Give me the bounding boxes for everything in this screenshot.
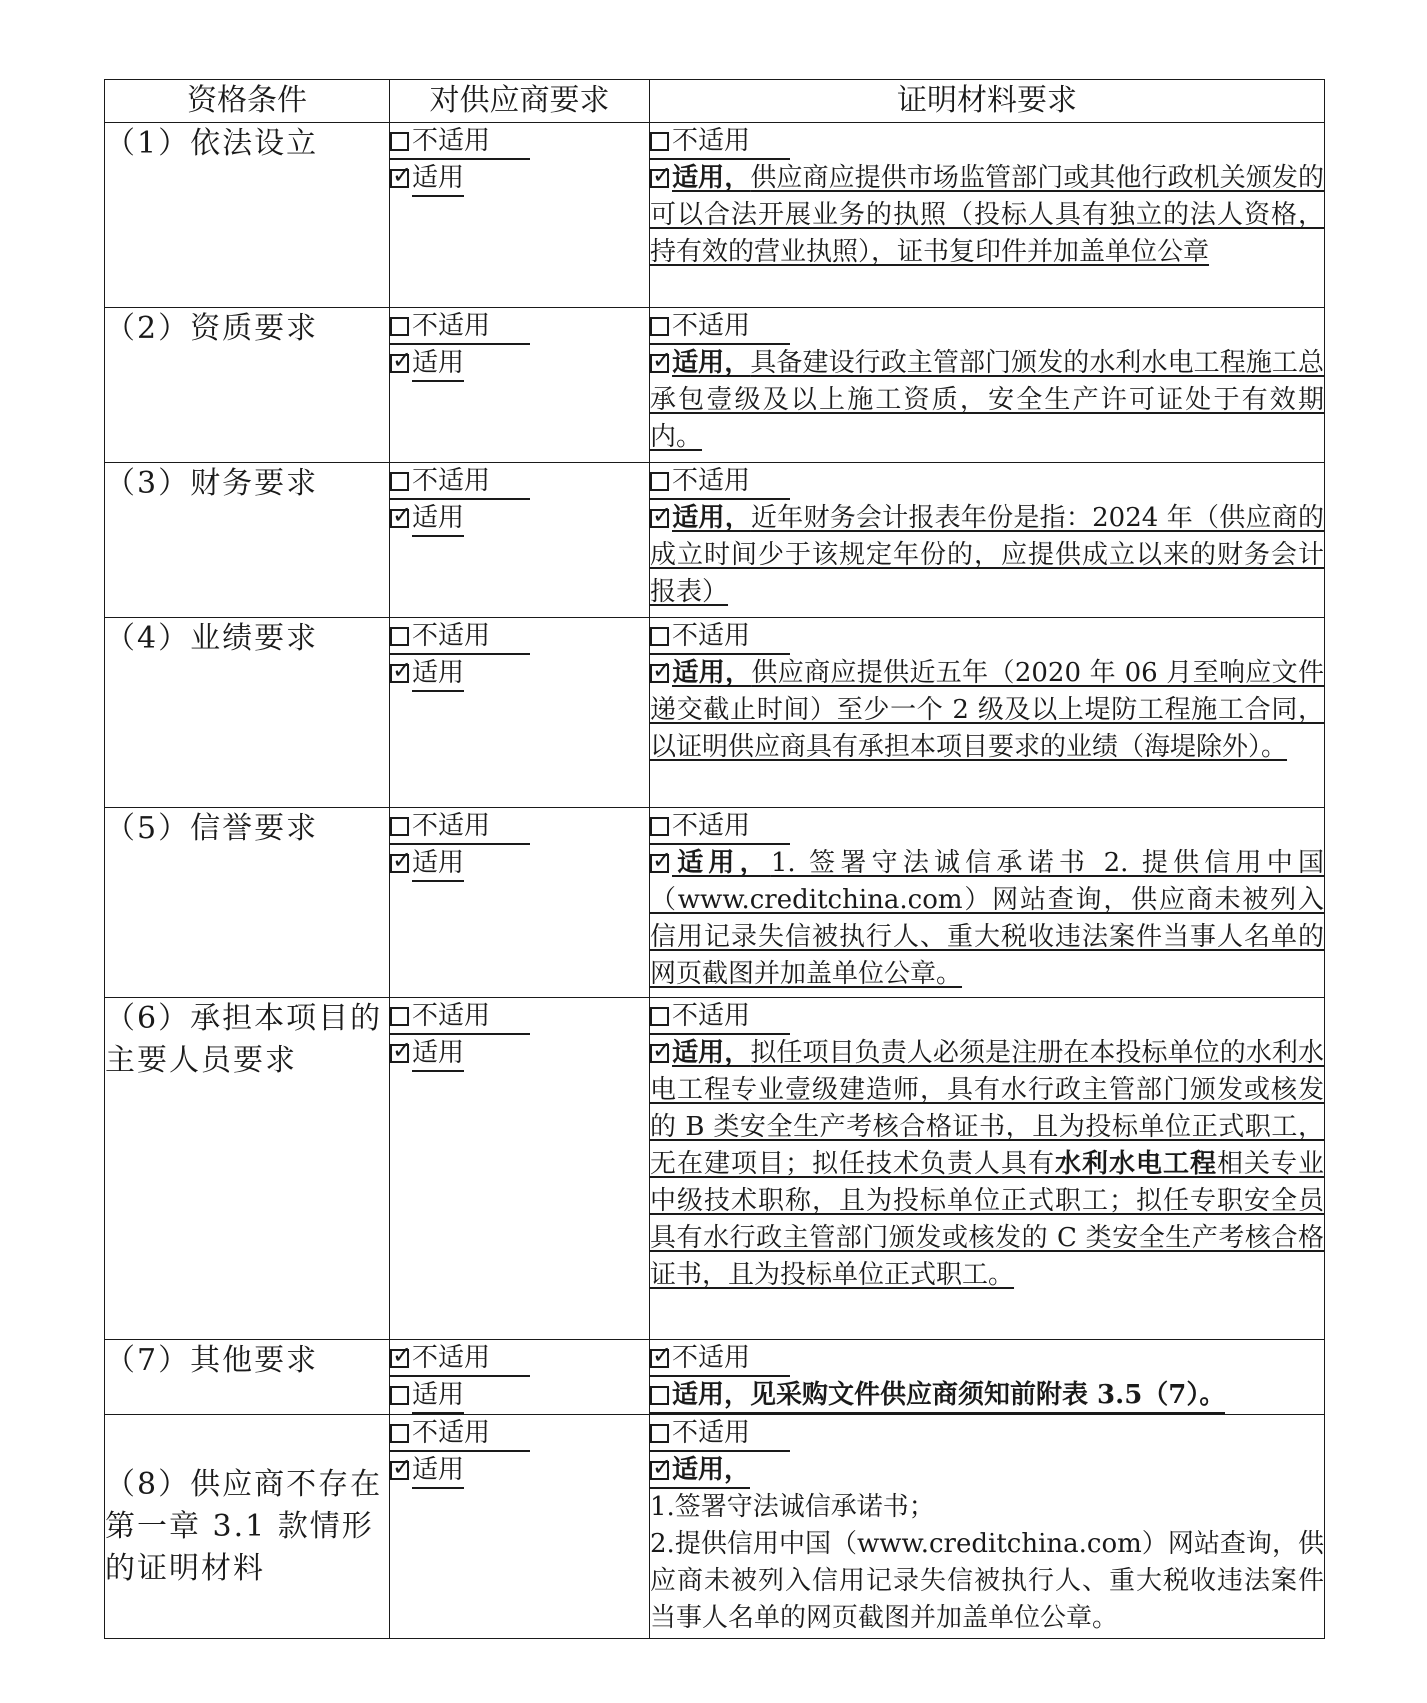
evidence-text: 供应商应提供市场监管部门或其他行政机关颁发的可以合法开展业务的执照（投标人具有独立的法人资格，持有效的营业执照），证书复印件并加盖单位公章 — [650, 163, 1324, 267]
checkbox-applicable[interactable] — [650, 509, 669, 528]
qualification-table — [104, 79, 1325, 1639]
table-row — [105, 1340, 1325, 1415]
checkbox-applicable[interactable] — [650, 1461, 669, 1480]
evidence-text: 近年财务会计报表年份是指：2024 年（供应商的成立时间少于该规定年份的，应提供成立以来的财务会计报表） — [650, 503, 1324, 607]
checkbox-not-applicable[interactable] — [650, 1424, 669, 1443]
evidence-text: 拟任项目负责人必须是注册在本投标单位的水利水电工程专业壹级建造师，具有水行政主管部门颁发或核发的 B 类安全生产考核合格证书，且为投标单位正式职工，无在建项目；拟任技术负责人具有 — [650, 1038, 1324, 1179]
requirement-cell: 不适用 ✓适用 — [390, 308, 650, 463]
evidence-cell: 不适用 ✓适用， 1.签署守法诚信承诺书； 2.提供信用中国（www.creditchina.com）网站查询，供应商未被列入信用记录失信被执行人、重大税收违法案件当事人名单的网页截图并加盖单位公章。 — [650, 1415, 1325, 1639]
evidence-cell: 不适用 ✓适用，供应商应提供市场监管部门或其他行政机关颁发的可以合法开展业务的执照（投标人具有独立的法人资格，持有效的营业执照），证书复印件并加盖单位公章 — [650, 123, 1325, 308]
evidence-cell: 不适用 ✓适用，近年财务会计报表年份是指：2024 年（供应商的成立时间少于该规定年份的，应提供成立以来的财务会计报表） — [650, 463, 1325, 618]
condition-cell: （2）资质要求 — [105, 308, 390, 463]
checkbox-applicable[interactable] — [390, 1386, 409, 1405]
requirement-cell: 不适用 ✓适用 — [390, 1415, 650, 1639]
checkbox-not-applicable[interactable] — [390, 472, 409, 491]
evidence-cell: 不适用 ✓适用，拟任项目负责人必须是注册在本投标单位的水利水电工程专业壹级建造师，具有水行政主管部门颁发或核发的 B 类安全生产考核合格证书，且为投标单位正式职工，无在建项目；拟任技术负责人具有水利水电工程相关专业中级技术职称，且为投标单位正式职工；拟任专职安全员具有水行政主管部门颁发或核发的 C 类安全生产考核合格证书，且为投标单位正式职工。 — [650, 998, 1325, 1340]
table-row — [105, 998, 1325, 1340]
checkbox-applicable[interactable] — [390, 854, 409, 873]
evidence-text: 供应商应提供近五年（2020 年 06 月至响应文件递交截止时间）至少一个 2 级及以上堤防工程施工合同，以证明供应商具有承担本项目要求的业绩（海堤除外）。 — [650, 658, 1324, 762]
checkbox-not-applicable[interactable] — [390, 627, 409, 646]
header-supplier-requirement: 对供应商要求 — [390, 80, 650, 123]
checkbox-applicable[interactable] — [650, 354, 669, 373]
checkbox-not-applicable[interactable] — [390, 817, 409, 836]
table-row — [105, 463, 1325, 618]
evidence-text: 具备建设行政主管部门颁发的水利水电工程施工总承包壹级及以上施工资质，安全生产许可证处于有效期内。 — [650, 348, 1324, 452]
condition-cell: （8）供应商不存在第一章 3.1 款情形的证明材料 — [105, 1415, 390, 1639]
checkbox-applicable[interactable] — [650, 1386, 669, 1405]
checkbox-not-applicable[interactable] — [390, 132, 409, 151]
header-qualification: 资格条件 — [105, 80, 390, 123]
checkbox-applicable[interactable] — [390, 169, 409, 188]
requirement-cell: 不适用 ✓适用 — [390, 808, 650, 998]
checkbox-applicable[interactable] — [390, 354, 409, 373]
table-row — [105, 308, 1325, 463]
table-header-row — [105, 80, 1325, 123]
requirement-cell: 不适用 ✓适用 — [390, 998, 650, 1340]
condition-cell: （6）承担本项目的主要人员要求 — [105, 998, 390, 1340]
requirement-cell: 不适用 ✓适用 — [390, 123, 650, 308]
checkbox-not-applicable[interactable] — [650, 132, 669, 151]
checkbox-applicable[interactable] — [390, 664, 409, 683]
checkbox-not-applicable[interactable] — [390, 1424, 409, 1443]
checkbox-applicable[interactable] — [390, 1461, 409, 1480]
table-row — [105, 1415, 1325, 1639]
checkbox-not-applicable[interactable] — [390, 1007, 409, 1026]
requirement-cell: ✓ 不适用 适用 — [390, 1340, 650, 1415]
condition-cell: （3）财务要求 — [105, 463, 390, 618]
checkbox-not-applicable[interactable] — [390, 1349, 409, 1368]
evidence-text: 相关专业中级技术职称，且为投标单位正式职工；拟任专职安全员具有水行政主管部门颁发或核发的 C 类安全生产考核合格证书，且为投标单位正式职工。 — [650, 1149, 1324, 1290]
checkbox-not-applicable[interactable] — [650, 317, 669, 336]
checkbox-not-applicable[interactable] — [650, 472, 669, 491]
checkbox-not-applicable[interactable] — [650, 1349, 669, 1368]
checkbox-not-applicable[interactable] — [650, 817, 669, 836]
evidence-text: 1. 签署守法诚信承诺书 2. 提供信用中国（www.creditchina.com）网站查询，供应商未被列入信用记录失信被执行人、重大税收违法案件当事人名单的网页截图并加盖单位公章。 — [650, 848, 1324, 989]
checkbox-applicable[interactable] — [650, 1044, 669, 1063]
checkbox-not-applicable[interactable] — [650, 1007, 669, 1026]
table-row — [105, 123, 1325, 308]
checkbox-applicable[interactable] — [390, 1044, 409, 1063]
checkbox-applicable[interactable] — [650, 169, 669, 188]
table-row — [105, 808, 1325, 998]
checkbox-applicable[interactable] — [390, 509, 409, 528]
condition-cell: （5）信誉要求 — [105, 808, 390, 998]
evidence-cell: 不适用 ✓适用，具备建设行政主管部门颁发的水利水电工程施工总承包壹级及以上施工资质，安全生产许可证处于有效期内。 — [650, 308, 1325, 463]
condition-cell: （4）业绩要求 — [105, 618, 390, 808]
requirement-cell: 不适用 ✓适用 — [390, 463, 650, 618]
evidence-item: 2.提供信用中国（www.creditchina.com）网站查询，供应商未被列入信用记录失信被执行人、重大税收违法案件当事人名单的网页截图并加盖单位公章。 — [650, 1529, 1324, 1633]
evidence-item: 1.签署守法诚信承诺书； — [650, 1492, 935, 1522]
checkbox-applicable[interactable] — [650, 664, 669, 683]
table-row — [105, 618, 1325, 808]
checkbox-applicable[interactable] — [650, 854, 669, 873]
condition-cell: （1）依法设立 — [105, 123, 390, 308]
evidence-text-bold: 水利水电工程 — [1054, 1149, 1217, 1179]
requirement-cell: 不适用 ✓适用 — [390, 618, 650, 808]
checkbox-not-applicable[interactable] — [390, 317, 409, 336]
evidence-cell: 不适用 ✓适用，1. 签署守法诚信承诺书 2. 提供信用中国（www.creditchina.com）网站查询，供应商未被列入信用记录失信被执行人、重大税收违法案件当事人名单的网页截图并加盖单位公章。 — [650, 808, 1325, 998]
condition-cell: （7）其他要求 — [105, 1340, 390, 1415]
evidence-cell: ✓不适用 适用，见采购文件供应商须知前附表 3.5（7）。 — [650, 1340, 1325, 1415]
evidence-cell: 不适用 ✓适用，供应商应提供近五年（2020 年 06 月至响应文件递交截止时间）至少一个 2 级及以上堤防工程施工合同，以证明供应商具有承担本项目要求的业绩（海堤除外）。 — [650, 618, 1325, 808]
checkbox-not-applicable[interactable] — [650, 627, 669, 646]
header-evidence-requirement: 证明材料要求 — [650, 80, 1325, 123]
